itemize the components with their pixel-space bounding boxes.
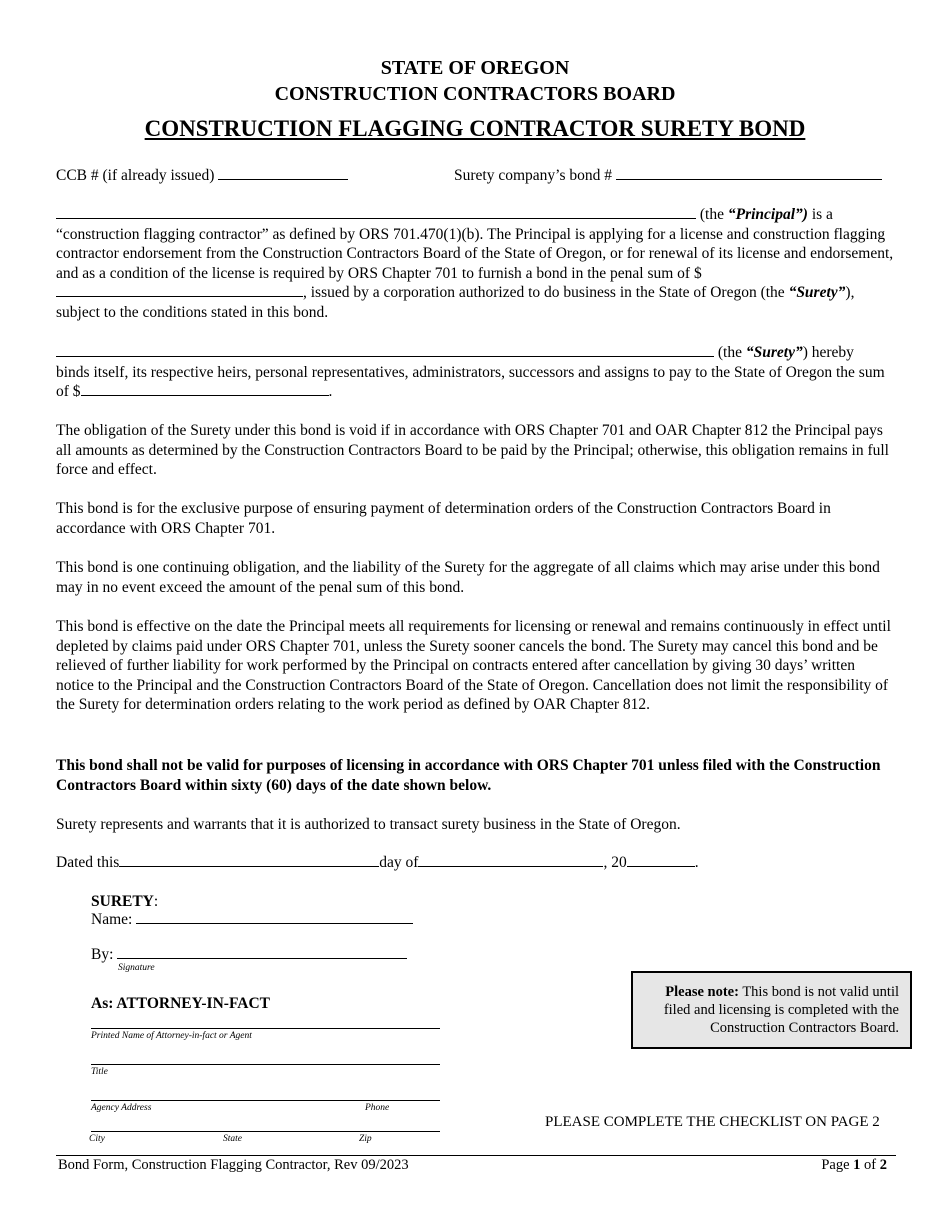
- principal-intro-text: (the: [696, 206, 728, 223]
- obligation-paragraph: The obligation of the Surety under this bond is void if in accordance with ORS Chapter 701 and OAR Chapter 812 the Principal pays all amounts as determined by the Construction Contractors Board to be paid by the Principal; otherwise, this obligation remains in full force and effect.: [56, 422, 889, 479]
- year-prefix: , 20: [603, 854, 627, 871]
- signature-field[interactable]: [117, 945, 407, 959]
- name-row: [91, 910, 413, 930]
- title-field[interactable]: [91, 1064, 440, 1065]
- surety-label-row: [91, 892, 158, 912]
- month-field[interactable]: [418, 853, 603, 867]
- state-heading: STATE OF OREGON: [380, 57, 570, 79]
- city-state-zip-field[interactable]: [91, 1131, 440, 1132]
- principal-body-text-3: ), subject to the conditions stated in this bond.: [56, 284, 855, 321]
- page-of: of: [860, 1157, 880, 1173]
- ccb-number-field[interactable]: [218, 166, 348, 180]
- agency-address-field[interactable]: [91, 1100, 440, 1101]
- day-field[interactable]: [119, 853, 379, 867]
- dated-end: .: [694, 854, 699, 871]
- ccb-number-label: CCB # (if already issued): [56, 167, 215, 184]
- checklist-reminder: PLEASE COMPLETE THE CHECKLIST ON PAGE 2: [545, 1114, 880, 1130]
- principal-body-text-2: , issued by a corporation authorized to do business in the State of Oregon (the: [303, 284, 789, 302]
- surety-term: “Surety”: [788, 284, 846, 302]
- document-title: CONSTRUCTION FLAGGING CONTRACTOR SURETY BOND: [144, 116, 806, 141]
- penal-sum-field[interactable]: [56, 283, 303, 297]
- printed-name-field[interactable]: [91, 1028, 440, 1029]
- filing-notice: This bond shall not be valid for purposes of licensing in accordance with ORS Chapter 701 unless filed with the Construction Contractors Board within sixty (60) days of the date shown below.: [56, 757, 881, 794]
- principal-body-text: “construction flagging contractor” as defined by ORS 701.470(1)(b). The Principal is applying for a license and construction flagging contractor endorsement from the Construction Contractors Board of the State of Oregon, or for renewal of its license and endorsement, and as a condition of the license is required by ORS Chapter 701 to furnish a bond in the penal sum of $: [56, 225, 894, 282]
- agency-address-caption: Agency Address: [91, 1103, 152, 1113]
- principal-term: “Principal”): [727, 206, 808, 223]
- dated-this-label: Dated this: [56, 854, 120, 871]
- city-caption: City: [89, 1134, 105, 1144]
- principal-intro-text-end: is a: [807, 206, 833, 223]
- surety-paragraph: [56, 343, 896, 402]
- surety-body-text: binds itself, its respective heirs, personal representatives, administrators, successors and assigns to pay to the State of Oregon the sum of $: [56, 363, 885, 401]
- principal-paragraph: [56, 205, 896, 323]
- surety-label-colon: :: [153, 893, 159, 910]
- title-caption: Title: [91, 1067, 108, 1077]
- page-number: [821, 1157, 887, 1174]
- phone-caption: Phone: [365, 1103, 390, 1113]
- printed-name-caption: Printed Name of Attorney-in-fact or Agent: [91, 1031, 252, 1041]
- surety-intro-text: (the: [714, 344, 746, 361]
- day-of-label: day of: [379, 854, 419, 871]
- dated-row: [56, 853, 699, 873]
- by-label: By:: [91, 946, 114, 963]
- surety-signer-name-field[interactable]: [136, 910, 413, 924]
- form-name: Bond Form, Construction Flagging Contractor, Rev 09/2023: [58, 1157, 409, 1173]
- please-note-text: This bond is not valid until filed and licensing is completed with the Construction Contractors Board.: [663, 984, 899, 1036]
- footer-rule: [56, 1155, 896, 1156]
- effective-date-paragraph: This bond is effective on the date the Principal meets all requirements for licensing or renewal and remains continuously in effect until depleted by claims paid under ORS Chapter 701, unless the Surety sooner cancels the bond. The Surety may cancel this bond and be relieved of further liability for work performed by the Principal on contracts entered after cancellation by giving 30 days’ written notice to the Principal and the Construction Contractors Board of the State of Oregon. Cancellation does not limit the responsibility of the Surety for determination orders relating to the work period as defined by OAR Chapter 812.: [56, 618, 891, 714]
- name-label: Name:: [91, 911, 133, 928]
- zip-caption: Zip: [359, 1134, 372, 1144]
- surety-name-field[interactable]: [56, 343, 714, 357]
- state-caption: State: [223, 1134, 242, 1144]
- signature-caption: Signature: [118, 963, 155, 973]
- surety-sum-field[interactable]: [81, 382, 329, 396]
- page-label: Page: [821, 1157, 854, 1173]
- surety-label: SURETY: [91, 893, 154, 910]
- please-note-box: [631, 971, 912, 1049]
- page-current: 1: [853, 1157, 861, 1173]
- surety-body-end: .: [328, 383, 333, 401]
- page-total: 2: [879, 1157, 887, 1173]
- board-heading: CONSTRUCTION CONTRACTORS BOARD: [274, 83, 676, 105]
- by-row: [91, 945, 407, 965]
- surety-intro-text-end: ) hereby: [802, 344, 854, 361]
- attorney-in-fact-label: As: ATTORNEY-IN-FACT: [91, 995, 270, 1012]
- continuing-obligation-paragraph: This bond is one continuing obligation, and the liability of the Surety for the aggregate of all claims which may arise under this bond may in no event exceed the amount of the penal sum of this bond.: [56, 559, 880, 596]
- surety-bond-number-field[interactable]: [616, 166, 882, 180]
- year-field[interactable]: [627, 853, 695, 867]
- ccb-number-row: [56, 166, 348, 186]
- warrant-statement: Surety represents and warrants that it is authorized to transact surety business in the State of Oregon.: [56, 816, 681, 833]
- principal-name-field[interactable]: [56, 205, 696, 219]
- purpose-paragraph: This bond is for the exclusive purpose of ensuring payment of determination orders of the Construction Contractors Board in accordance with ORS Chapter 701.: [56, 500, 831, 537]
- please-note-label: Please note:: [665, 984, 739, 1000]
- surety-bond-number-row: [454, 166, 882, 186]
- surety-term-2: “Surety”: [745, 344, 803, 361]
- surety-bond-number-label: Surety company’s bond #: [454, 167, 612, 184]
